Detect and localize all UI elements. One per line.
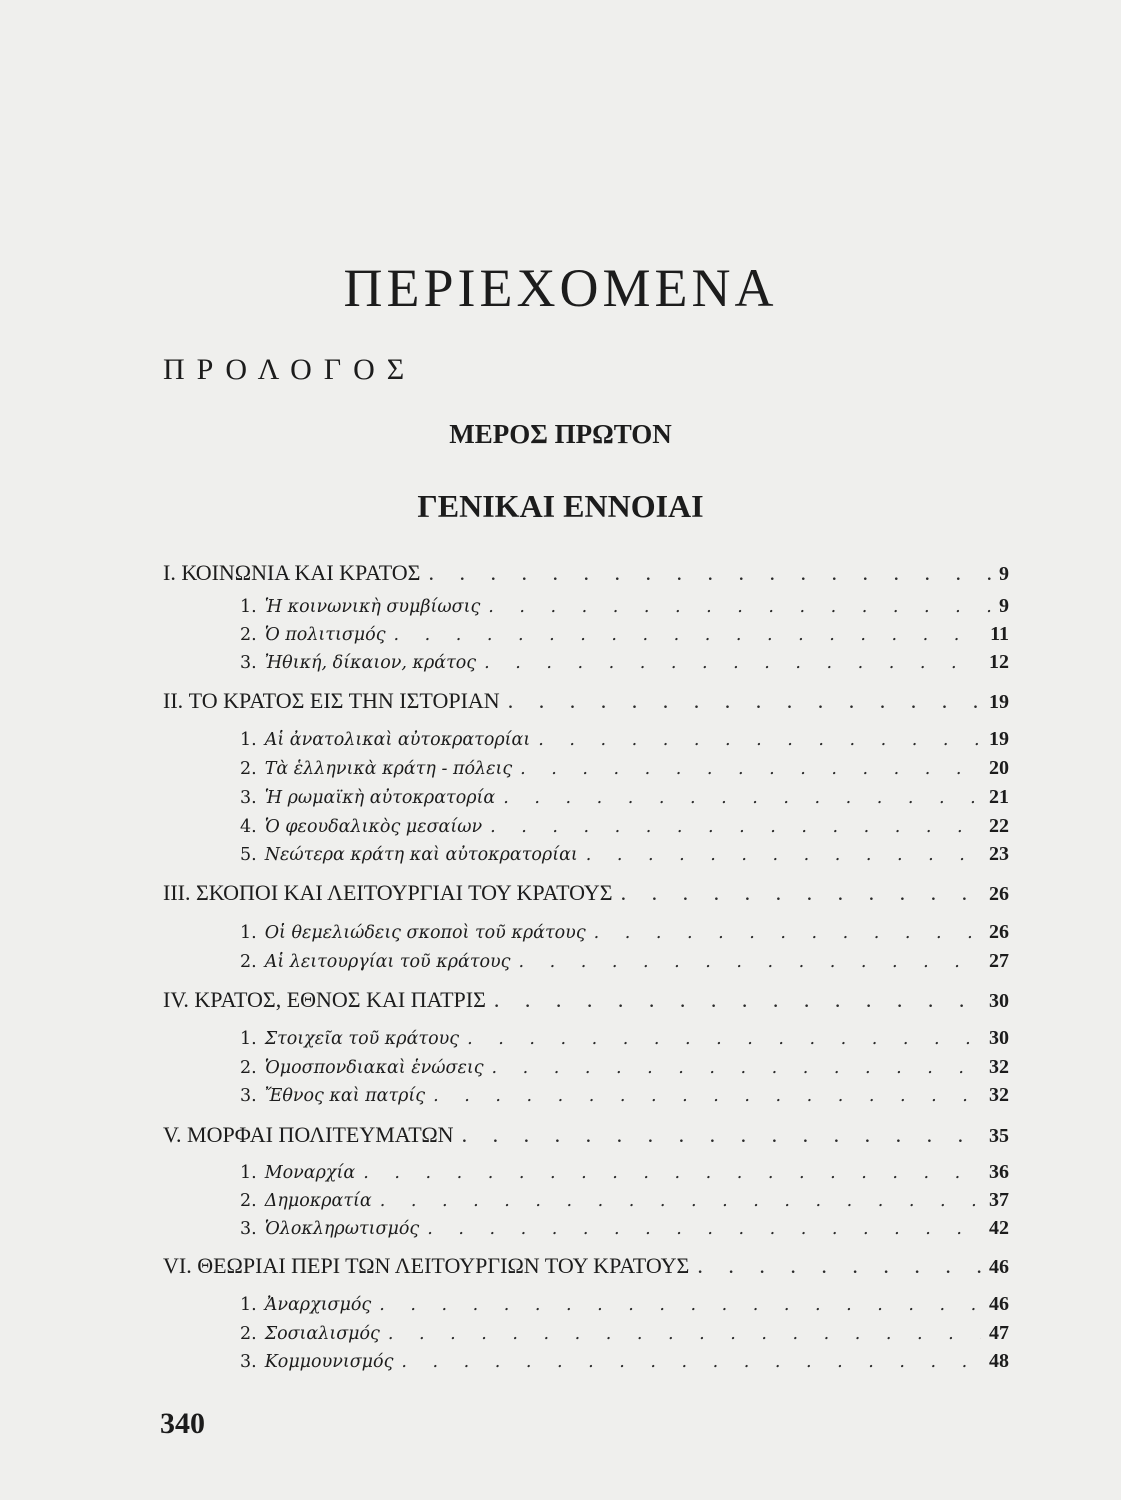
section-page-number: 19	[989, 728, 1009, 750]
toc-section-row	[240, 921, 1009, 951]
toc-section-row	[240, 786, 1009, 816]
part-subtitle: ΓΕΝΙΚΑΙ ΕΝΝΟΙΑΙ	[417, 488, 704, 524]
section-number: 1.	[240, 1163, 257, 1183]
toc-chapter-row	[163, 1122, 1009, 1152]
section-number: 2.	[240, 625, 257, 645]
section-page-number: 36	[989, 1161, 1009, 1183]
section-title: Νεώτερα κράτη καὶ αὐτοκρατορίαι	[264, 845, 578, 865]
section-page-number: 48	[989, 1350, 1009, 1372]
section-page-number: 42	[989, 1217, 1009, 1239]
section-page-number: 26	[989, 921, 1009, 943]
leader-dots	[586, 845, 981, 865]
toc-section-row	[240, 1161, 1009, 1191]
leader-dots	[503, 788, 981, 808]
section-title: Ἔθνος καὶ πατρίς	[264, 1086, 426, 1106]
leader-dots	[518, 952, 981, 972]
toc-section-row	[240, 623, 1009, 653]
leader-dots	[380, 1191, 981, 1211]
page-number: 340	[160, 1407, 205, 1440]
section-number: 2.	[240, 1191, 257, 1211]
section-title: Στοιχεῖα τοῦ κράτους	[264, 1029, 460, 1049]
leader-dots	[621, 880, 981, 906]
toc-section-row	[240, 815, 1009, 845]
section-number: 3.	[240, 653, 257, 673]
chapter-page-number: 9	[999, 563, 1009, 585]
leader-dots	[427, 1219, 981, 1239]
toc-section-row	[240, 728, 1009, 758]
leader-dots	[697, 1253, 981, 1279]
leader-dots	[520, 759, 981, 779]
leader-dots	[594, 923, 981, 943]
toc-chapter-row	[163, 880, 1009, 910]
chapter-page-number: 30	[989, 990, 1009, 1012]
toc-section-row	[240, 1189, 1009, 1219]
section-number: 1.	[240, 597, 257, 617]
section-page-number: 22	[989, 815, 1009, 837]
section-title: Ὁμοσπονδιακαὶ ἑνώσεις	[264, 1058, 484, 1078]
section-number: 2.	[240, 1058, 257, 1078]
page-title: ΠΕΡΙΕΧΟΜΕΝΑ	[343, 258, 778, 318]
toc-section-row	[240, 1056, 1009, 1086]
section-title: Σοσιαλισμός	[264, 1324, 380, 1344]
toc-section-row	[240, 1350, 1009, 1380]
toc-chapter-row	[163, 688, 1009, 718]
chapter-title: I. ΚΟΙΝΩΝΙΑ ΚΑΙ ΚΡΑΤΟΣ	[163, 560, 421, 585]
chapter-page-number: 19	[989, 691, 1009, 713]
toc-section-row	[240, 1293, 1009, 1323]
part-heading: ΜΕΡΟΣ ΠΡΩΤΟΝ	[449, 419, 672, 449]
section-page-number: 47	[989, 1322, 1009, 1344]
leader-dots	[462, 1122, 981, 1148]
section-page-number: 11	[990, 623, 1009, 645]
leader-dots	[484, 653, 981, 673]
section-page-number: 20	[989, 757, 1009, 779]
toc-section-row	[240, 651, 1009, 681]
section-number: 1.	[240, 1295, 257, 1315]
chapter-page-number: 35	[989, 1125, 1009, 1147]
section-page-number: 23	[989, 843, 1009, 865]
section-page-number: 32	[989, 1056, 1009, 1078]
leader-dots	[488, 597, 991, 617]
section-number: 3.	[240, 1086, 257, 1106]
leader-dots	[433, 1086, 981, 1106]
section-number: 3.	[240, 1352, 257, 1372]
section-page-number: 46	[989, 1293, 1009, 1315]
section-title: Ἀναρχισμός	[264, 1295, 372, 1315]
toc-section-row	[240, 1322, 1009, 1352]
section-number: 4.	[240, 817, 257, 837]
section-page-number: 21	[989, 786, 1009, 808]
toc-section-row	[240, 1027, 1009, 1057]
leader-dots	[490, 817, 981, 837]
section-title: Ἡ ρωμαϊκὴ αὐτοκρατορία	[264, 788, 496, 808]
leader-dots	[538, 730, 981, 750]
chapter-page-number: 46	[989, 1256, 1009, 1278]
section-title: Τὰ ἑλληνικὰ κράτη - πόλεις	[264, 759, 513, 779]
section-number: 3.	[240, 1219, 257, 1239]
section-title: Ὁ πολιτισμός	[264, 625, 386, 645]
prologue-heading: ΠΡΟΛΟΓΟΣ	[163, 353, 417, 386]
toc-section-row	[240, 1084, 1009, 1114]
chapter-page-number: 26	[989, 883, 1009, 905]
chapter-title: IV. ΚΡΑΤΟΣ, ΕΘΝΟΣ ΚΑΙ ΠΑΤΡΙΣ	[163, 987, 486, 1012]
section-title: Κομμουνισμός	[264, 1352, 394, 1372]
toc-section-row	[240, 757, 1009, 787]
section-number: 2.	[240, 759, 257, 779]
toc-section-row	[240, 595, 1009, 625]
section-title: Ἠθική, δίκαιον, κράτος	[264, 653, 477, 673]
section-title: Δημοκρατία	[264, 1191, 372, 1211]
section-number: 1.	[240, 923, 257, 943]
toc-section-row	[240, 950, 1009, 980]
toc-section-row	[240, 843, 1009, 873]
chapter-title: VI. ΘΕΩΡΙΑΙ ΠΕΡΙ ΤΩΝ ΛΕΙΤΟΥΡΓΙΩΝ ΤΟΥ ΚΡΑΤΟΥΣ	[163, 1253, 690, 1278]
section-title: Αἱ λειτουργίαι τοῦ κράτους	[264, 952, 511, 972]
section-title: Αἱ ἀνατολικαὶ αὐτοκρατορίαι	[264, 730, 531, 750]
leader-dots	[508, 688, 981, 714]
toc-section-row	[240, 1217, 1009, 1247]
section-number: 1.	[240, 730, 257, 750]
section-page-number: 30	[989, 1027, 1009, 1049]
chapter-title: V. ΜΟΡΦΑΙ ΠΟΛΙΤΕΥΜΑΤΩΝ	[163, 1122, 454, 1147]
section-page-number: 32	[989, 1084, 1009, 1106]
section-page-number: 9	[999, 595, 1009, 617]
section-title: Ὁ φεουδαλικὸς μεσαίων	[264, 817, 483, 837]
chapter-title: III. ΣΚΟΠΟΙ ΚΑΙ ΛΕΙΤΟΥΡΓΙΑΙ ΤΟΥ ΚΡΑΤΟΥΣ	[163, 880, 613, 905]
leader-dots	[388, 1324, 981, 1344]
leader-dots	[363, 1163, 981, 1183]
section-title: Οἱ θεμελιώδεις σκοποὶ τοῦ κράτους	[264, 923, 586, 943]
leader-dots	[467, 1029, 981, 1049]
section-number: 2.	[240, 952, 257, 972]
section-page-number: 12	[989, 651, 1009, 673]
leader-dots	[394, 625, 983, 645]
toc-chapter-row	[163, 1253, 1009, 1283]
section-title: Ἡ κοινωνικὴ συμβίωσις	[264, 597, 481, 617]
section-title: Ὁλοκληρωτισμός	[264, 1219, 420, 1239]
section-number: 3.	[240, 788, 257, 808]
chapter-title: II. ΤΟ ΚΡΑΤΟΣ ΕΙΣ ΤΗΝ ΙΣΤΟΡΙΑΝ	[163, 688, 500, 713]
section-number: 5.	[240, 845, 257, 865]
section-title: Μοναρχία	[264, 1163, 356, 1183]
section-page-number: 37	[989, 1189, 1009, 1211]
section-number: 2.	[240, 1324, 257, 1344]
leader-dots	[401, 1352, 981, 1372]
leader-dots	[494, 987, 981, 1013]
section-number: 1.	[240, 1029, 257, 1049]
toc-chapter-row	[163, 987, 1009, 1017]
toc-chapter-row	[163, 560, 1009, 590]
section-page-number: 27	[989, 950, 1009, 972]
leader-dots	[492, 1058, 981, 1078]
leader-dots	[428, 560, 991, 586]
leader-dots	[379, 1295, 981, 1315]
